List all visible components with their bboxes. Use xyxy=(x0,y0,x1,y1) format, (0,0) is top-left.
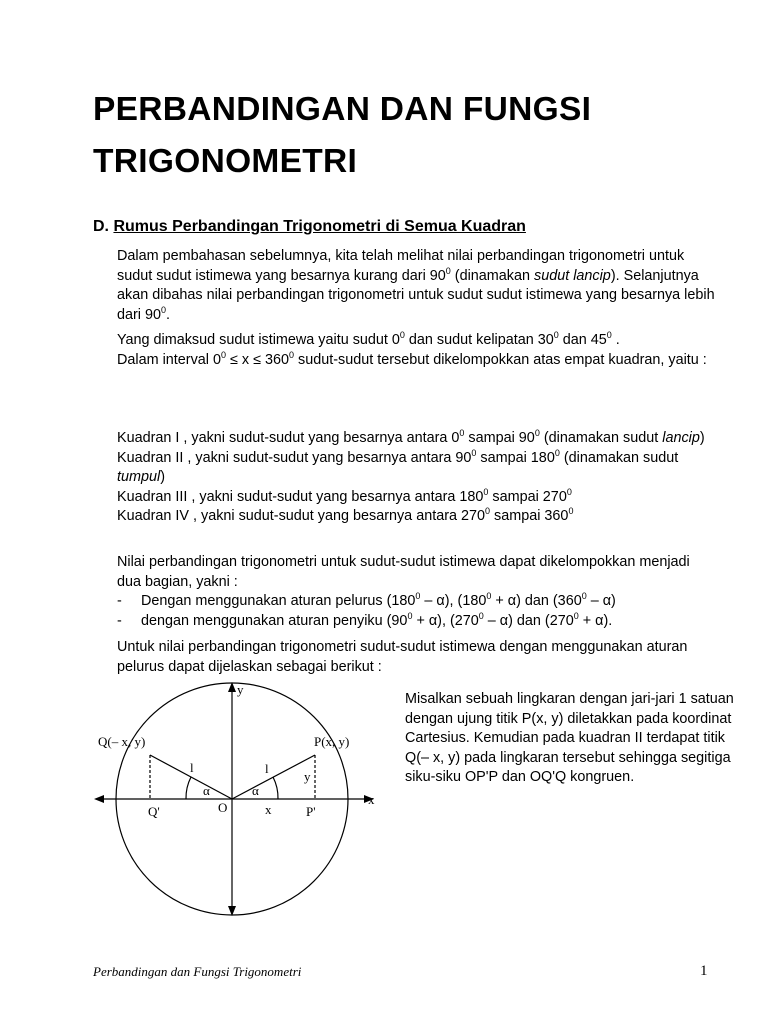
y-axis-label: y xyxy=(237,682,244,697)
paragraph-intro: Dalam pembahasan sebelumnya, kita telah melihat nilai perbandingan trigonometri untuk sudut sudut istimewa yang besarnya kurang dari $90^0$ (dinamakan sudut lancip). Selanjutnya akan dibahas nilai perbandingan trigonometri untuk sudut sudut istimewa yang besarnya lebih dari $90^0$. xyxy=(117,248,715,323)
x-arrow-left xyxy=(94,795,104,803)
angle-arc-right xyxy=(273,777,278,799)
section-heading xyxy=(93,218,526,236)
paragraph-pelurus-intro: Untuk nilai perbandingan trigonometri sudut-sudut istimewa dengan menggunakan aturan pelurus dapat dijelaskan sebagai berikut : xyxy=(117,639,688,675)
radius-right-label: l xyxy=(265,761,269,776)
page-title: PERBANDINGAN DAN FUNGSI TRIGONOMETRI xyxy=(93,91,592,180)
p-prime-label: P' xyxy=(306,804,316,819)
diagram-explanation: Misalkan sebuah lingkaran dengan jari-jari 1 satuan dengan ujung titik P(x, y) diletakkan pada koordinat Cartesius. Kemudian pada kuadran II terdapat titik Q(– x, y) pada lingkaran tersebut sehingga segitiga siku-siku OP'P dan OQ'Q kongruen. xyxy=(405,691,734,786)
footer-title: Perbandingan dan Fungsi Trigonometri xyxy=(93,964,302,979)
paragraph-special-angles: Yang dimaksud sudut istimewa yaitu sudut $0^0$ dan sudut kelipatan $30^0$ dan $45^0$ . Dalam interval $0^0 \le x \le 360^0$ sudut-sudut tersebut dikelompokkan atas empat kuadran, yaitu : xyxy=(117,330,707,368)
quadrant-list: Kuadran I , yakni sudut-sudut yang besarnya antara $0^0$ sampai $90^0$ (dinamakan sudut lancip) Kuadran II , yakni sudut-sudut yang besarnya antara $90^0$ sampai $180^0$ (dinamakan sudut tumpul) Kuadran III , yakni sudut-sudut yang besarnya antara $180^0$ sampai $270^0$ Kuadran IV , yakni sudut-sudut yang besarnya antara $270^0$ sampai $360^0$ xyxy=(117,428,705,525)
origin-label: O xyxy=(218,800,228,815)
alpha-right-label: α xyxy=(252,783,259,798)
paragraph-groups: Nilai perbandingan trigonometri untuk sudut-sudut istimewa dapat dikelompokkan menjadi dua bagian, yakni : xyxy=(117,554,690,590)
x-segment-label: x xyxy=(265,802,272,817)
unit-circle-diagram xyxy=(92,678,392,918)
point-q-label: Q(– x, y) xyxy=(98,734,146,749)
y-segment-label: y xyxy=(304,769,311,784)
radius-left-label: l xyxy=(190,760,194,775)
section-title: Rumus Perbandingan Trigonometri di Semua Kuadran xyxy=(113,218,526,235)
section-letter: D. xyxy=(93,218,109,235)
point-p-label: P(x, y) xyxy=(314,734,350,749)
q-prime-label: Q' xyxy=(148,804,160,819)
alpha-left-label: α xyxy=(203,783,210,798)
x-axis-label: x xyxy=(368,792,375,807)
angle-arc-left xyxy=(186,777,191,799)
page-number: 1 xyxy=(700,963,708,979)
